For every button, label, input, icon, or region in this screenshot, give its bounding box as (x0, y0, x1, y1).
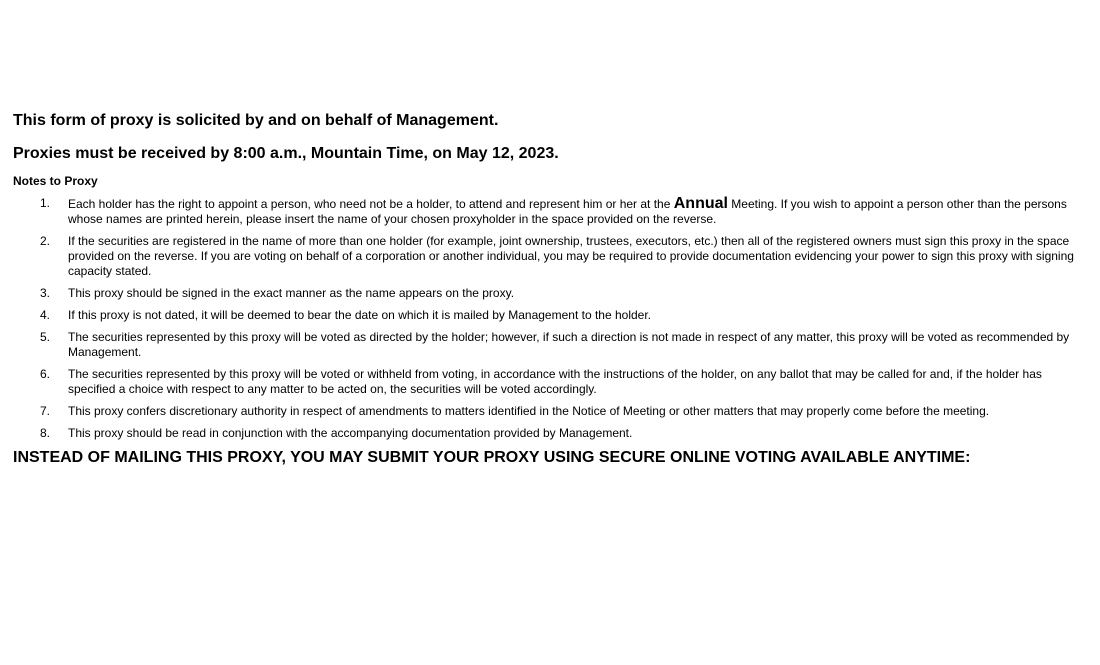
note-text-after: Meeting. If you wish to appoint a person other than the persons whose names are printed herein, please insert the name of your chosen proxyholder in the space provided on the reverse. (68, 197, 1067, 226)
note-item (13, 404, 1083, 419)
note-text-before: Each holder has the right to appoint a person, who need not be a holder, to attend and represent him or her at the (68, 197, 674, 211)
online-voting-heading: INSTEAD OF MAILING THIS PROXY, YOU MAY SUBMIT YOUR PROXY USING SECURE ONLINE VOTING AVAILABLE ANYTIME: (13, 449, 971, 466)
note-text: The securities represented by this proxy will be voted as directed by the holder; however, if such a direction is not made in respect of any matter, this proxy will be voted as recommended by Management. (68, 330, 1070, 359)
note-number: 1. (40, 196, 51, 210)
note-text: The securities represented by this proxy will be voted or withheld from voting, in accordance with the instructions of the holder, on any ballot that may be called for and, if the holder has specified a choice with respect to any matter to be acted on, the securities will be voted accordingly. (68, 367, 1042, 396)
note-number: 4. (40, 308, 51, 322)
note-number: 5. (40, 330, 51, 344)
note-number: 6. (40, 367, 51, 381)
note-number: 3. (40, 286, 51, 300)
proxy-form-document (13, 111, 1083, 467)
note-text: This proxy confers discretionary authority in respect of amendments to matters identified in the Notice of Meeting or other matters that may properly come before the meeting. (68, 404, 990, 418)
note-item (13, 426, 1083, 441)
note-number: 7. (40, 404, 51, 418)
note-item (13, 330, 1083, 360)
note-item (13, 196, 1083, 227)
solicitation-heading: This form of proxy is solicited by and on behalf of Management. (13, 112, 499, 129)
note-item (13, 367, 1083, 397)
note-text: This proxy should be signed in the exact manner as the name appears on the proxy. (68, 286, 515, 300)
deadline-heading: Proxies must be received by 8:00 a.m., Mountain Time, on May 12, 2023. (13, 145, 559, 162)
note-emphasis: Annual (673, 195, 728, 212)
note-number: 8. (40, 426, 51, 440)
note-item (13, 234, 1083, 279)
note-number: 2. (40, 234, 51, 248)
note-text: If this proxy is not dated, it will be deemed to bear the date on which it is mailed by Management to the holder. (68, 308, 651, 322)
note-text: This proxy should be read in conjunction with the accompanying documentation provided by Management. (68, 426, 633, 440)
note-text: If the securities are registered in the name of more than one holder (for example, joint ownership, trustees, executors, etc.) then all of the registered owners must sign this proxy in the space provided on the reverse. If you are voting on behalf of a corporation or another individual, you may be required to provide documentation evidencing your power to sign this proxy with signing capacity stated. (68, 234, 1074, 278)
note-item (13, 286, 1083, 301)
note-item (13, 308, 1083, 323)
notes-list (13, 196, 1083, 441)
notes-title: Notes to Proxy (13, 174, 98, 188)
